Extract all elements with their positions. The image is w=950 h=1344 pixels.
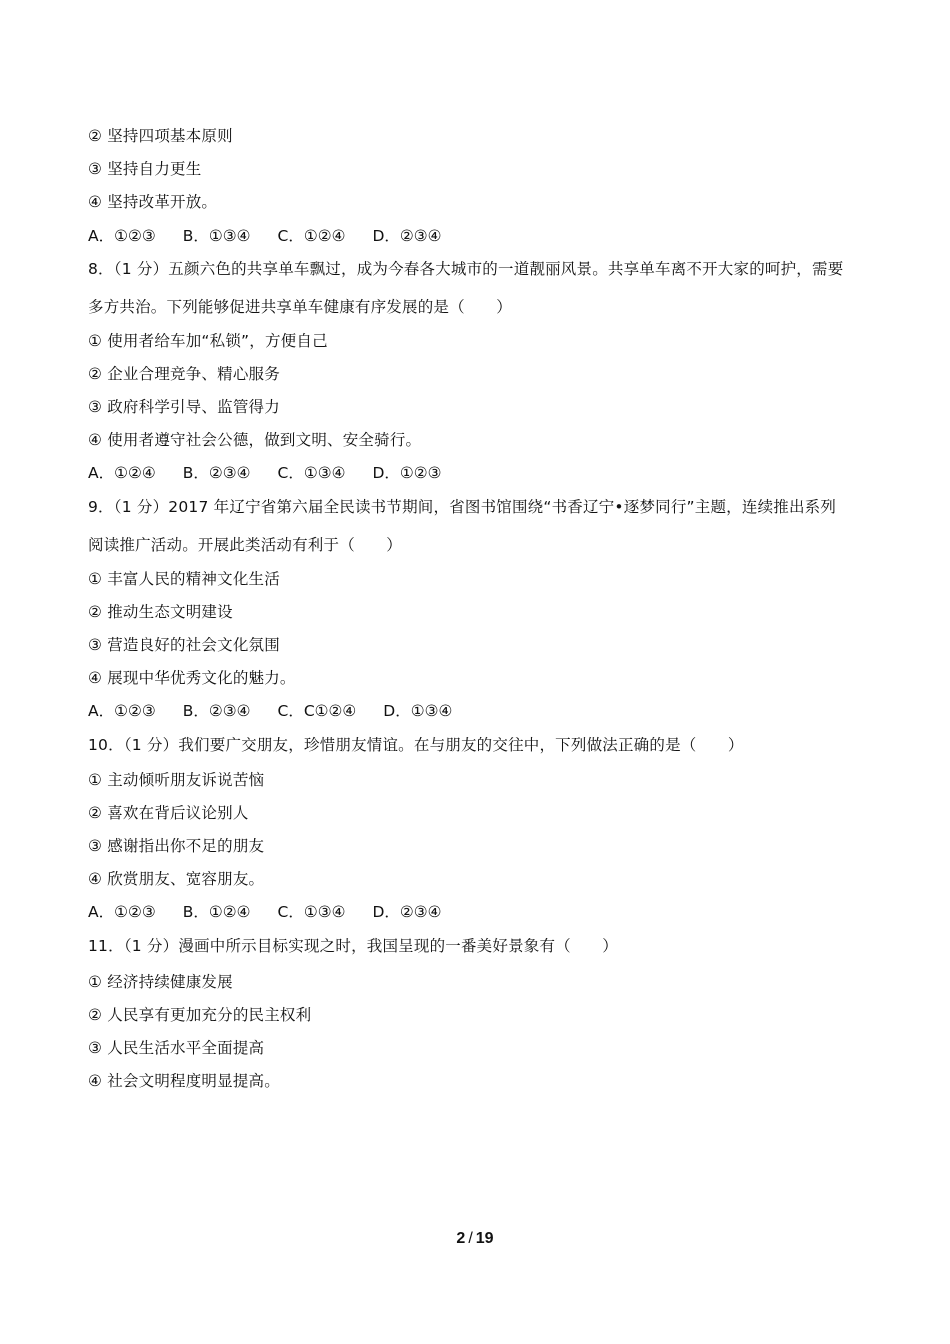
option-a: A．①②③ [88,227,156,245]
option-d: D．①③④ [383,702,453,720]
choice-item: ① 使用者给车加“私锁”，方便自己 [88,332,328,350]
choice-item: ④ 欣赏朋友、宽容朋友。 [88,870,265,888]
choice-item: ③ 人民生活水平全面提高 [88,1039,265,1057]
choice-item: ① 主动倾听朋友诉说苦恼 [88,771,265,789]
option-c: C．①③④ [277,903,346,921]
option-c: C．C①②④ [277,702,357,720]
option-a: A．①②④ [88,464,156,482]
choice-item: ② 喜欢在背后议论别人 [88,804,249,822]
choice-item: ② 坚持四项基本原则 [88,127,233,145]
choice-item: ④ 展现中华优秀文化的魅力。 [88,669,296,687]
choice-item: ② 企业合理竞争、精心服务 [88,365,280,383]
answer-options [88,701,474,721]
choice-item: ① 丰富人民的精神文化生活 [88,570,280,588]
option-b: B．①②④ [182,903,251,921]
page-separator: / [468,1230,473,1247]
choice-item: ② 推动生态文明建设 [88,603,233,621]
page-number [0,1230,950,1248]
option-b: B．②③④ [182,702,251,720]
choice-item: ① 经济持续健康发展 [88,973,233,991]
option-b: B．②③④ [182,464,251,482]
choice-item: ③ 政府科学引导、监管得力 [88,398,280,416]
choice-item: ② 人民享有更加充分的民主权利 [88,1006,312,1024]
question-10-stem: 10．（1 分）我们要广交朋友，珍惜朋友情谊。在与朋友的交往中，下列做法正确的是（ ） [88,736,744,754]
option-d: D．②③④ [372,227,442,245]
question-11-stem: 11．（1 分）漫画中所示目标实现之时，我国呈现的一番美好景象有（ ） [88,937,618,955]
answer-options [88,463,464,483]
choice-item: ③ 感谢指出你不足的朋友 [88,837,265,855]
question-8-stem-cont: 多方共治。下列能够促进共享单车健康有序发展的是（ ） [88,298,512,316]
option-d: D．①②③ [372,464,442,482]
total-pages: 19 [475,1230,494,1247]
choice-item: ④ 使用者遵守社会公德，做到文明、安全骑行。 [88,431,422,449]
choice-item: ③ 坚持自力更生 [88,160,202,178]
option-b: B．①③④ [182,227,251,245]
question-9-stem: 9．（1 分）2017 年辽宁省第六届全民读书节期间，省图书馆围绕“书香辽宁•逐梦同行”主题，连续推出系列 [88,498,837,516]
option-d: D．②③④ [372,903,442,921]
option-c: C．①②④ [277,227,346,245]
choice-item: ④ 坚持改革开放。 [88,193,218,211]
option-a: A．①②③ [88,903,156,921]
question-8-stem: 8．（1 分）五颜六色的共享单车飘过，成为今春各大城市的一道靓丽风景。共享单车离不开大家的呵护，需要 [88,260,844,278]
choice-item: ④ 社会文明程度明显提高。 [88,1072,280,1090]
question-9-stem-cont: 阅读推广活动。开展此类活动有利于（ ） [88,536,403,554]
option-c: C．①③④ [277,464,346,482]
answer-options [88,226,464,246]
choice-item: ③ 营造良好的社会文化氛围 [88,636,280,654]
answer-options [88,902,464,922]
current-page: 2 [456,1230,466,1247]
option-a: A．①②③ [88,702,156,720]
